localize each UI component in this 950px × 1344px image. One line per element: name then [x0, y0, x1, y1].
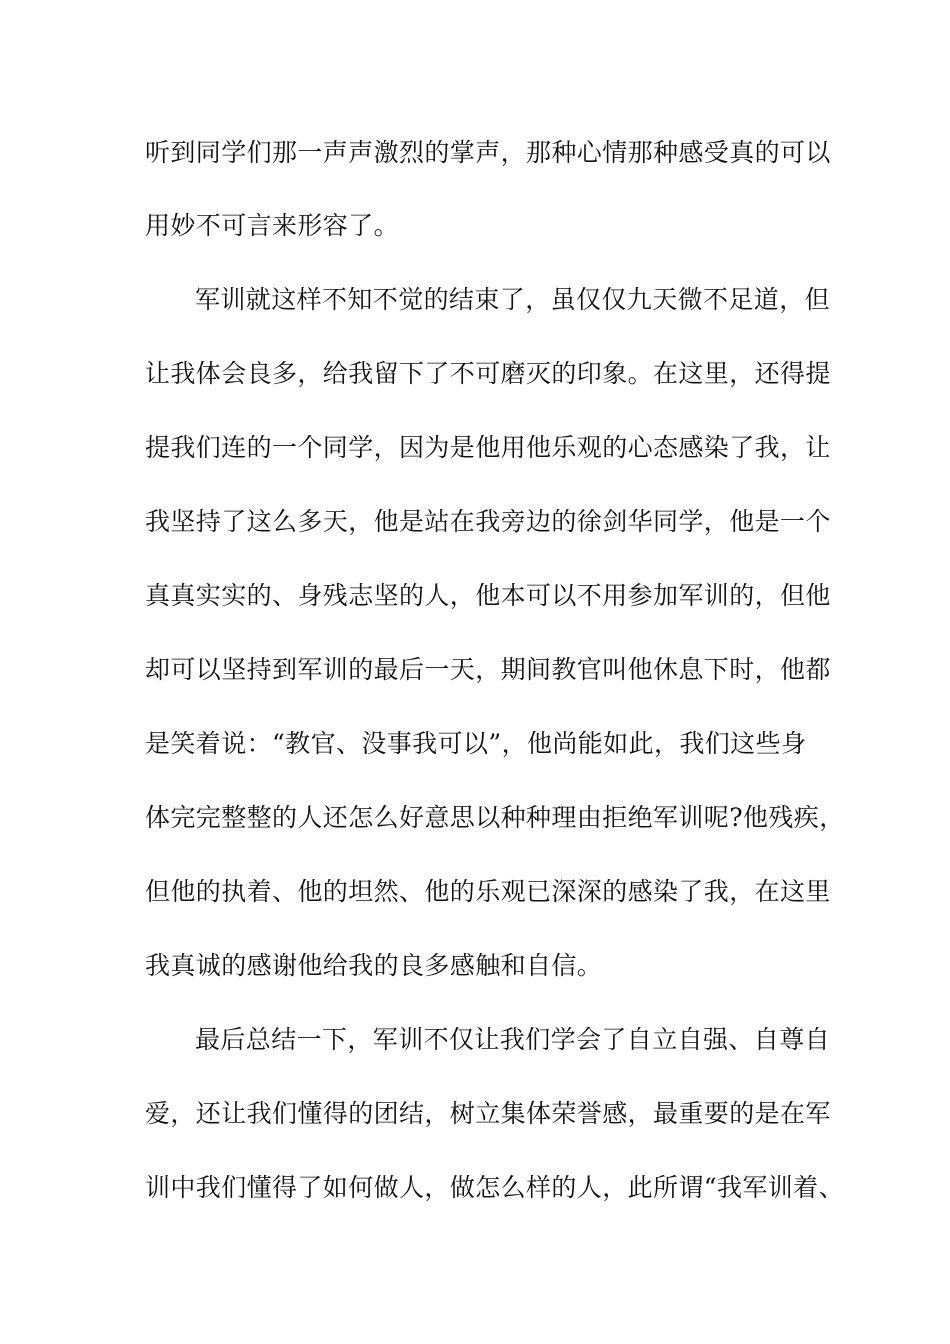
text-line: 我真诚的感谢他给我的良多感触和自信。 — [145, 951, 603, 980]
text-line: 真真实实的、身残志坚的人，他本可以不用参加军训的，但他 — [145, 581, 831, 610]
text-line: 我坚持了这么多天，他是站在我旁边的徐剑华同学，他是一个 — [145, 507, 831, 536]
text-line: 让我体会良多，给我留下了不可磨灭的印象。在这里，还得提 — [145, 359, 831, 388]
text-line: 但他的执着、他的坦然、他的乐观已深深的感染了我，在这里 — [145, 877, 831, 906]
text-line: 却可以坚持到军训的最后一天，期间教官叫他休息下时，他都 — [145, 655, 831, 684]
text-line: 爱，还让我们懂得的团结，树立集体荣誉感，最重要的是在军 — [145, 1099, 831, 1128]
paragraph-first-line: 最后总结一下，军训不仅让我们学会了自立自强、自尊自 — [195, 1025, 831, 1054]
text-line: 体完完整整的人还怎么好意思以种种理由拒绝军训呢?他残疾， — [145, 803, 845, 832]
text-line: 提我们连的一个同学，因为是他用他乐观的心态感染了我，让 — [145, 433, 831, 462]
text-line: 听到同学们那一声声激烈的掌声，那种心情那种感受真的可以 — [145, 138, 831, 167]
text-line: 用妙不可言来形容了。 — [145, 211, 400, 240]
text-line: 是笑着说：“教官、没事我可以”，他尚能如此，我们这些身 — [145, 729, 807, 758]
paragraph-first-line: 军训就这样不知不觉的结束了，虽仅仅九天微不足道，但 — [195, 285, 831, 314]
text-line: 训中我们懂得了如何做人，做怎么样的人，此所谓“我军训着、 — [145, 1173, 844, 1202]
